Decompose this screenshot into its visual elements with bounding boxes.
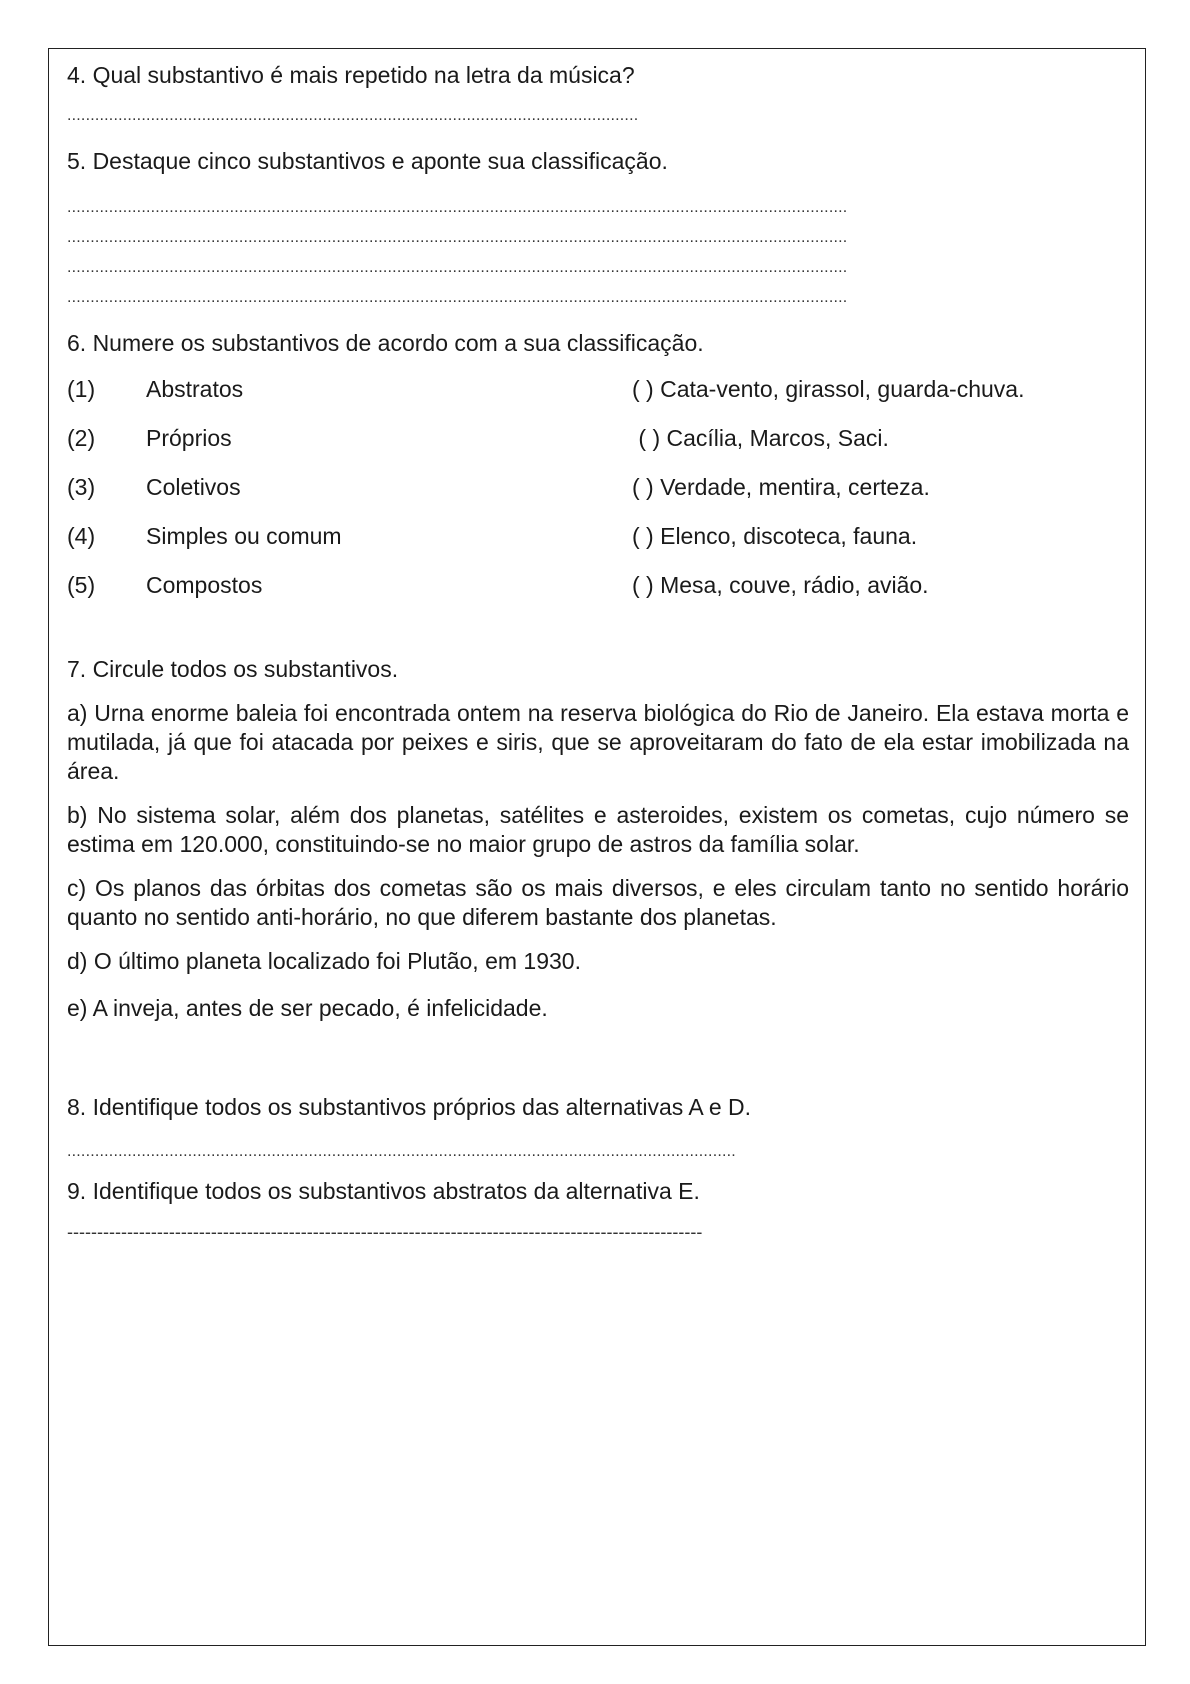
question-8: 8. Identifique todos os substantivos próprios das alternativas A e D. (67, 1094, 752, 1120)
q6-row-category: Simples ou comum (146, 523, 342, 549)
worksheet-content (67, 61, 1129, 1243)
q6-row-2 (67, 424, 1129, 452)
q6-row-option: ( ) Elenco, discoteca, fauna. (632, 523, 918, 549)
q5-answer-line-4: ........................................................................................................................................................................ (67, 289, 848, 306)
question-7: 7. Circule todos os substantivos. (67, 656, 399, 682)
question-9: 9. Identifique todos os substantivos abstratos da alternativa E. (67, 1178, 700, 1204)
q6-row-number: (1) (67, 376, 96, 402)
q6-row-4 (67, 522, 1129, 550)
q6-row-number: (4) (67, 523, 96, 549)
worksheet-frame (48, 48, 1146, 1646)
q6-row-1 (67, 375, 1129, 403)
q7-item-d: d) O último planeta localizado foi Plutão, em 1930. (67, 948, 581, 974)
q6-row-number: (2) (67, 425, 96, 451)
q5-answer-line-2: ........................................................................................................................................................................ (67, 229, 848, 246)
q6-matching-table (67, 375, 1129, 599)
q6-row-category: Compostos (146, 572, 263, 598)
q9-answer-line: ---------------------------------------------------------------------------------------------------------- (67, 1222, 703, 1242)
q7-item-e: e) A inveja, antes de ser pecado, é infelicidade. (67, 995, 548, 1021)
question-4: 4. Qual substantivo é mais repetido na letra da música? (67, 62, 635, 88)
q7-item-a: a) Urna enorme baleia foi encontrada ontem na reserva biológica do Rio de Janeiro. Ela estava morta e mutilada, já que foi atacada por peixes e siris, que se aproveitaram do fato de ela estar imobilizada na área. (67, 700, 1129, 784)
q6-row-number: (3) (67, 474, 96, 500)
q7-item-c: c) Os planos das órbitas dos cometas são os mais diversos, e eles circulam tanto no sentido horário quanto no sentido anti-horário, no que diferem bastante dos planetas. (67, 875, 1129, 930)
q6-row-option: ( ) Cacília, Marcos, Saci. (632, 425, 889, 451)
q4-answer-line: ........................................................................................................................... (67, 107, 639, 124)
question-6: 6. Numere os substantivos de acordo com a sua classificação. (67, 330, 704, 356)
q6-row-option: ( ) Cata-vento, girassol, guarda-chuva. (632, 376, 1025, 402)
q7-item-b: b) No sistema solar, além dos planetas, satélites e asteroides, existem os cometas, cujo número se estima em 120.000, constituindo-se no maior grupo de astros da família solar. (67, 802, 1129, 857)
q6-row-number: (5) (67, 572, 96, 598)
q5-answer-lines (67, 193, 1129, 313)
q6-row-category: Próprios (146, 425, 232, 451)
q5-answer-line-3: ........................................................................................................................................................................ (67, 259, 848, 276)
q5-answer-line-1: ........................................................................................................................................................................ (67, 199, 848, 216)
q6-row-option: ( ) Mesa, couve, rádio, avião. (632, 572, 929, 598)
q6-row-5 (67, 571, 1129, 599)
q6-row-category: Coletivos (146, 474, 241, 500)
q6-row-option: ( ) Verdade, mentira, certeza. (632, 474, 930, 500)
q6-row-3 (67, 473, 1129, 501)
q8-answer-line: ................................................................................................................................................ (67, 1143, 736, 1160)
q6-row-category: Abstratos (146, 376, 244, 402)
question-5: 5. Destaque cinco substantivos e aponte sua classificação. (67, 148, 668, 174)
